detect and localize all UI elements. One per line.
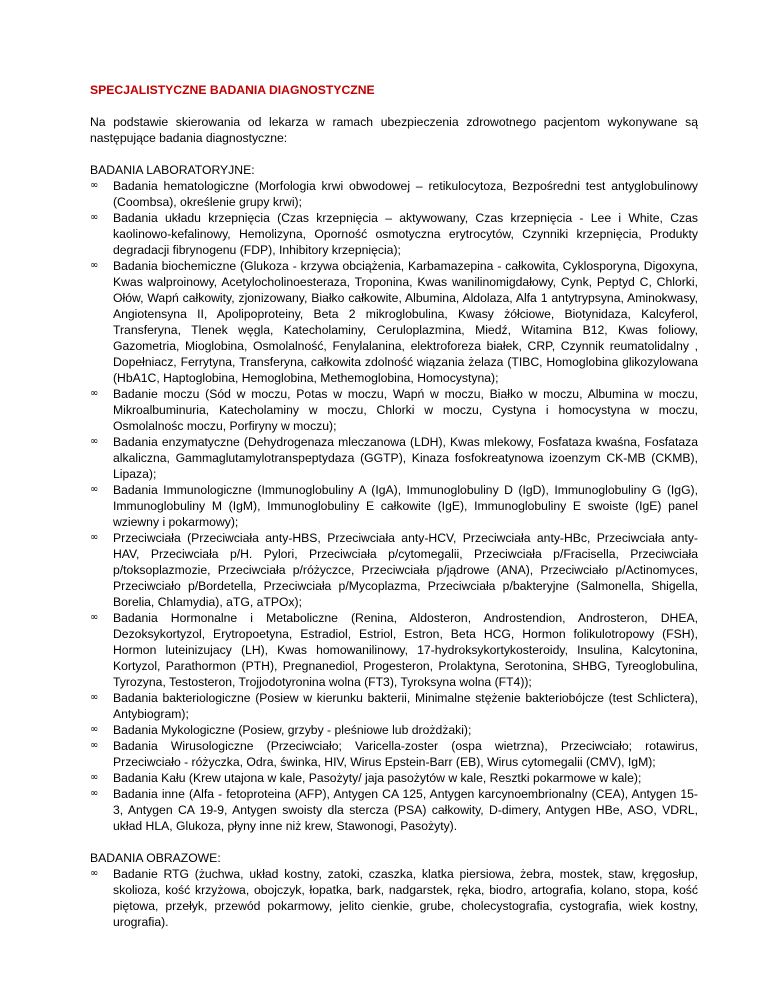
infinity-bullet-icon: ∞ bbox=[90, 532, 99, 543]
list-item bbox=[90, 434, 698, 482]
list-item-text: Badania inne (Alfa - fetoproteina (AFP), Antygen CA 125, Antygen karcynoembrionalny (CEA), Antygen 15-3, Antygen CA 19-9, Antygen swoisty dla stercza (PSA) całkowity, D-dimery, Antygen HBe, ASO, VDRL, układ HLA, Glukoza, płyny inne niż krew, Stawonogi, Pasożyty). bbox=[113, 787, 698, 833]
list-item-text: Badania układu krzepnięcia (Czas krzepnięcia – aktywowany, Czas krzepnięcia - Lee i White, Czas kaolinowo-kefalinowy, Hemolizyna, Oporność osmotyczna erytrocytów, Czynniki krzepnięcia, Produkty degradacji fibrynogenu (FDP), Inhibitory krzepnięcia); bbox=[113, 211, 698, 257]
infinity-bullet-icon: ∞ bbox=[90, 868, 99, 879]
list-item bbox=[90, 386, 698, 434]
infinity-bullet-icon: ∞ bbox=[90, 436, 99, 447]
infinity-bullet-icon: ∞ bbox=[90, 692, 99, 703]
list-item-text: Badania Immunologiczne (Immunoglobuliny A (IgA), Immunoglobuliny D (IgD), Immunoglobuliny G (IgG), Immunoglobuliny M (IgM), Immunoglobuliny E całkowite (IgE), Immunoglobuliny E swoiste (IgE) panel wziewny i pokarmowy); bbox=[113, 483, 698, 529]
list-item bbox=[90, 258, 698, 386]
list-item-text: Badania hematologiczne (Morfologia krwi obwodowej – retikulocytoza, Bezpośredni test antyglobulinowy (Coombsa), określenie grupy krwi); bbox=[113, 179, 698, 209]
section-heading: BADANIA LABORATORYJNE: bbox=[90, 163, 255, 177]
list-item bbox=[90, 866, 698, 930]
list-item-text: Badania Wirusologiczne (Przeciwciało; Varicella-zoster (ospa wietrzna), Przeciwciało; rotawirus, Przeciwciało - różyczka, Odra, świnka, HIV, Wirus Epstein-Barr (EB), Wirus cytomegalii (CMV), IgM); bbox=[113, 739, 698, 769]
list-item-text: Badania Kału (Krew utajona w kale, Pasożyty/ jaja pasożytów w kale, Resztki pokarmowe w kale); bbox=[113, 771, 642, 785]
infinity-bullet-icon: ∞ bbox=[90, 612, 99, 623]
list-item bbox=[90, 482, 698, 530]
list-item-text: Badania Hormonalne i Metaboliczne (Renina, Aldosteron, Androstendion, Androsteron, DHEA, Dezoksykortyzol, Erytropoetyna, Estradiol, Estriol, Estron, Beta HCG, Hormon folikulotropowy (FSH), Hormon luteinizujacy (LH), Kwas homowanilinowy, 17-hydroksykortykosteroidy, Insulina, Kalcytonina, Kortyzol, Parathormon (PTH), Pregnanediol, Progesteron, Prolaktyna, Serotonina, SHBG, Tyreoglobulina, Tyrozyna, Testosteron, Trojjodotyronina wolna (FT3), Tyroksyna wolna (FT4)); bbox=[113, 611, 698, 689]
section-item-list bbox=[90, 178, 698, 834]
list-item bbox=[90, 610, 698, 690]
section-item-list bbox=[90, 866, 698, 930]
infinity-bullet-icon: ∞ bbox=[90, 724, 99, 735]
list-item-text: Badania biochemiczne (Glukoza - krzywa obciążenia, Karbamazepina - całkowita, Cyklosporyna, Digoxyna, Kwas walproinowy, Acetylocholinoesteraza, Troponina, Kwas wanilinomigdałowy, Cynk, Peptyd C, Chlorki, Ołów, Wapń całkowity, zjonizowany, Białko całkowite, Albumina, Aldolaza, Alfa 1 antytrypsyna, Aminokwasy, Angiotensyna II, Apolipoproteiny, Beta 2 mikroglobulina, Kwasy żółciowe, Biotynidaza, Kalcyferol, Transferyna, Tlenek węgla, Katecholaminy, Ceruloplazmina, Miedź, Witamina B12, Kwas foliowy, Gazometria, Mioglobina, Osmolalność, Fenylalanina, elektroforeza białek, CRP, Czynnik reumatolidalny , Dopełniacz, Ferrytyna, Transferyna, całkowita zdolność wiązania żelaza (TIBC, Homoglobina glikozylowana (HbA1C, Haptoglobina, Hemoglobina, Methemoglobina, Homocystyna); bbox=[113, 259, 698, 385]
infinity-bullet-icon: ∞ bbox=[90, 212, 99, 223]
infinity-bullet-icon: ∞ bbox=[90, 772, 99, 783]
list-item bbox=[90, 786, 698, 834]
list-item-text: Badanie moczu (Sód w moczu, Potas w moczu, Wapń w moczu, Białko w moczu, Albumina w moczu, Mikroalbuminuria, Katecholaminy w moczu, Chlorki w moczu, Cystyna i homocystyna w moczu, Osmolalnośc moczu, Porfiryny w moczu); bbox=[113, 387, 698, 433]
infinity-bullet-icon: ∞ bbox=[90, 788, 99, 799]
list-item bbox=[90, 722, 698, 738]
list-item-text: Badanie RTG (żuchwa, układ kostny, zatoki, czaszka, klatka piersiowa, żebra, mostek, staw, kręgosłup, skolioza, kość krzyżowa, obojczyk, łopatka, bark, nadgarstek, ręka, biodro, artografia, kolano, stopa, kość piętowa, przełyk, przewód pokarmowy, jelito cienkie, grube, cholecystografia, cystografia, wiek kostny, urografia). bbox=[113, 867, 698, 929]
infinity-bullet-icon: ∞ bbox=[90, 180, 99, 191]
list-item-text: Badania bakteriologiczne (Posiew w kierunku bakterii, Minimalne stężenie bakteriobójcze (test Schlictera), Antybiogram); bbox=[113, 691, 698, 721]
list-item bbox=[90, 690, 698, 722]
infinity-bullet-icon: ∞ bbox=[90, 484, 99, 495]
list-item bbox=[90, 530, 698, 610]
section-0 bbox=[90, 162, 698, 834]
list-item bbox=[90, 770, 698, 786]
list-item-text: Badania Mykologiczne (Posiew, grzyby - pleśniowe lub drożdżaki); bbox=[113, 723, 472, 737]
section-1 bbox=[90, 850, 698, 930]
list-item bbox=[90, 178, 698, 210]
list-item-text: Badania enzymatyczne (Dehydrogenaza mleczanowa (LDH), Kwas mlekowy, Fosfataza kwaśna, Fosfataza alkaliczna, Gammaglutamylotranspeptydaza (GGTP), Kinaza fosfokreatynowa izoenzym CK-MB (CKMB), Lipaza); bbox=[113, 435, 698, 481]
infinity-bullet-icon: ∞ bbox=[90, 260, 99, 271]
list-item bbox=[90, 738, 698, 770]
list-item-text: Przeciwciała (Przeciwciała anty-HBS, Przeciwciała anty-HCV, Przeciwciała anty-HBc, Przeciwciała anty-HAV, Przeciwciała p/H. Pylori, Przeciwciała p/cytomegalii, Przeciwciała p/Fracisella, Przeciwciała p/toksoplazmozie, Przeciwciała p/różyczce, Przeciwciała p/jądrowe (ANA), Przeciwciało p/Actinomyces, Przeciwciało p/Bordetella, Przeciwciała p/Mycoplazma, Przeciwciała p/bakteryjne (Salmonella, Shigella, Borelia, Chlamydia), aTG, aTPOx); bbox=[113, 531, 698, 609]
document-title: SPECJALISTYCZNE BADANIA DIAGNOSTYCZNE bbox=[90, 83, 375, 97]
intro-paragraph: Na podstawie skierowania od lekarza w ramach ubezpieczenia zdrowotnego pacjentom wykonywane są następujące badania diagnostyczne: bbox=[90, 115, 698, 145]
section-heading: BADANIA OBRAZOWE: bbox=[90, 851, 221, 865]
sections-container bbox=[90, 162, 698, 930]
infinity-bullet-icon: ∞ bbox=[90, 740, 99, 751]
list-item bbox=[90, 210, 698, 258]
infinity-bullet-icon: ∞ bbox=[90, 388, 99, 399]
